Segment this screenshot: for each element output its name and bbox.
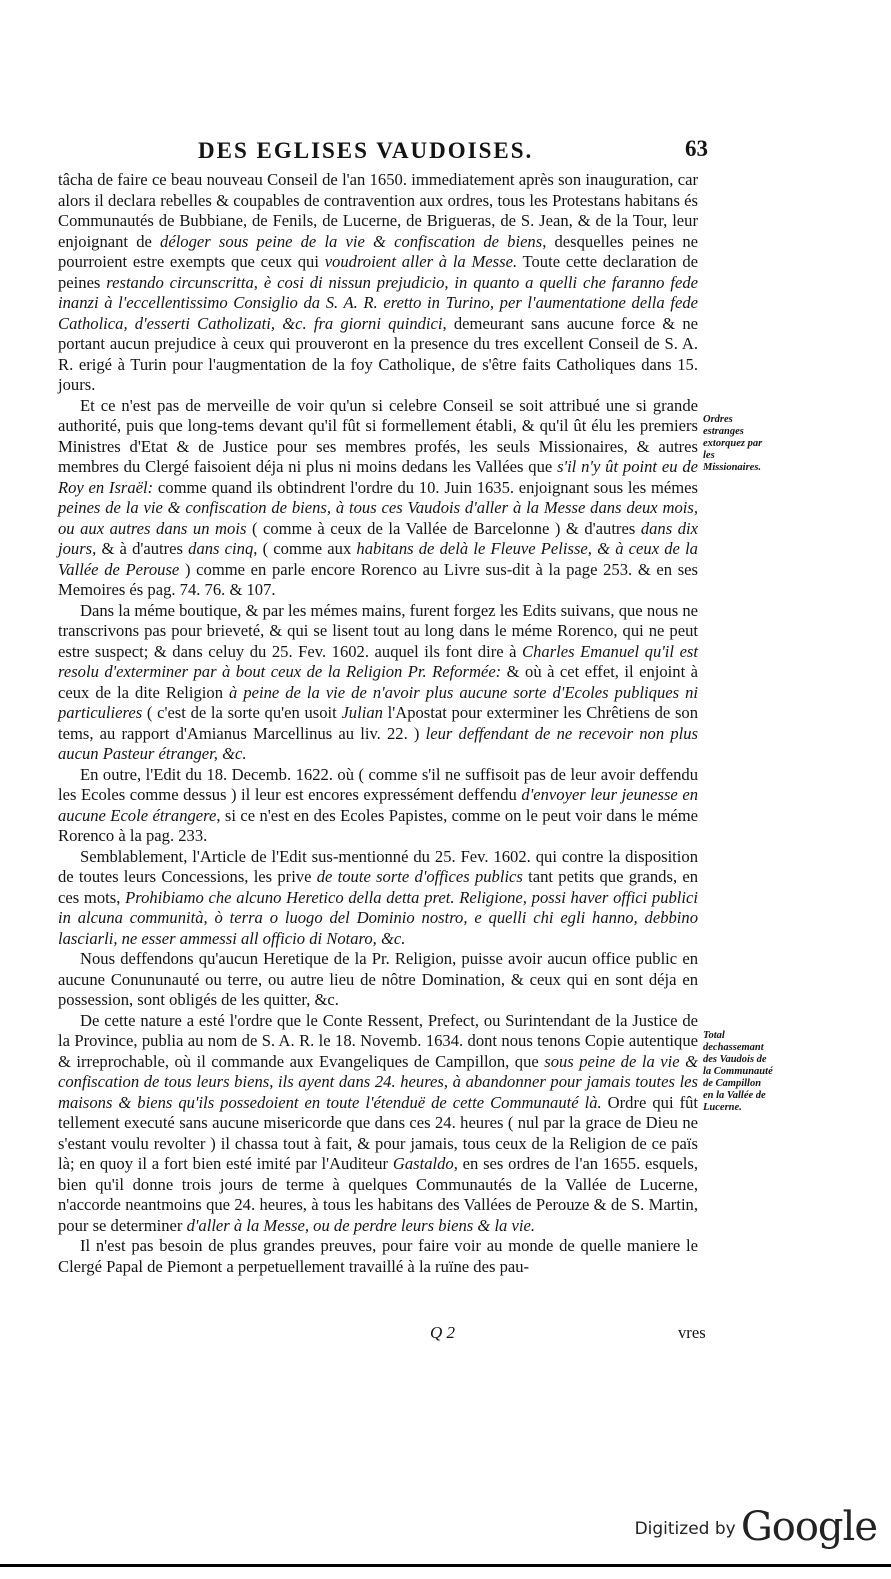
italic-run: Prohibiamo che alcuno Heretico della detta pret. Religione, possi haver offici publici in alcuna communità, ò terra o luogo del Dominio nostro, e quelli chi egli hanno, debbino lasciarli, ne esser ammessi all officio di Notaro, &c.	[58, 887, 698, 948]
italic-run: Julian	[341, 703, 383, 722]
text-run: tant petits que grands, en ces mots,	[58, 867, 699, 907]
signature-mark: Q 2	[430, 1323, 456, 1342]
text-run: , desquelles peines ne pourroient estre exempts que ceux qui	[58, 231, 698, 271]
text-run: l'Apostat pour exterminer les Chrêtiens de son tems, au rapport d'Amianus Marcellinus au liv. 22. )	[58, 703, 698, 743]
italic-run: à peine de la vie de n'avoir plus aucune sorte d'Ecoles publiques ni particulieres	[58, 682, 698, 722]
text-run: En outre, l'Edit du 18. Decemb. 1622. où ( comme s'il ne suffisoit pas de leur avoir deffendu les Ecoles comme dessus ) il leur est encores expressément deffendu	[58, 764, 698, 804]
italic-run: voudroient aller à la Messe.	[324, 252, 518, 271]
italic-run: sous peine de la vie & confiscation de tous leurs biens, ils ayent dans 24. heures, à abandonner pour jamais toutes les maisons & biens qu'ils possedoient en toute l'étenduë de cette Communauté là.	[58, 1051, 698, 1112]
paragraph-1	[58, 170, 698, 396]
text-run: tâcha de faire ce beau nouveau Conseil de l'an 1650. immediatement après son inauguration, car alors il declara rebelles & coupables de contravention aux ordres, tous les Protestans habitans és Communautés de Bubbiane, de Fenils, de Lucerne, de Brigueras, de S. Jean, & de la Tour, leur enjoignant de	[58, 170, 698, 251]
margin-note-total: Total dechassemant des Vaudois de la Communauté de Campillon en la Vallée de Lucerne.	[703, 1030, 773, 1113]
text-run: Nous deffendons qu'aucun Heretique de la Pr. Religion, puisse avoir aucun office public en aucune Conununauté ou terre, ou autre lieu de nôtre Domination, & ceux qui en sont déja en possession, sont obligés de les quitter, &c.	[58, 949, 698, 1009]
italic-run: restando circunscritta, è cosi di nissun prejudicio, in quanto a quelli che faranno fede inanzi à l'eccellentissimo Consiglio da S. A. R. eretto in Turino, per l'aumentatione della fede Catholica, d'esserti Catholizati, &c. fra giorni quindici	[58, 272, 698, 333]
italic-run: Gastaldo	[392, 1154, 454, 1173]
italic-run: Charles Emanuel qu'il est resolu d'exterminer par à bout ceux de la Religion Pr. Reformée:	[58, 641, 699, 681]
text-run: ( c'est de la sorte qu'en usoit	[142, 703, 342, 722]
watermark-prefix: Digitized by	[634, 1519, 736, 1539]
italic-run: déloger sous peine de la vie & confiscation de biens	[160, 231, 543, 251]
catchword: vres	[678, 1323, 706, 1342]
text-run: , ( comme aux	[253, 539, 357, 558]
body-text	[58, 170, 698, 1277]
italic-run: dans cinq	[188, 539, 254, 558]
text-run: Toute cette declaration de peines	[58, 252, 698, 292]
italic-run: dans dix jours	[58, 518, 698, 558]
italic-run: de toute sorte d'offices publics	[316, 867, 523, 886]
paragraph-2	[58, 396, 698, 601]
text-run: Ordre qui fût tellement executé sans aucune misericorde que dans ces 24. heures ( nul par la grace de Dieu ne s'estant voulu revolter ) il chassa tout à fait, & pour jamais, tous ceux de la Religion de ce païs là; en quoy il a fort bien esté imité par l'Auditeur	[58, 1092, 698, 1173]
text-run: Il n'est pas besoin de plus grandes preuves, pour faire voir au monde de quelle maniere le Clergé Papal de Piemont a perpetuellement travaillé à la ruïne des pau-	[58, 1236, 698, 1276]
text-run: , & à d'autres	[92, 539, 189, 558]
text-run: , si ce n'est en des Ecoles Papistes, comme on le peut voir dans le méme Rorenco à la pag. 233.	[58, 805, 698, 845]
page-header	[58, 136, 708, 168]
italic-run: leur deffendant de ne recevoir non plus aucun Pasteur étranger, &c.	[58, 723, 698, 763]
page-number: 63	[685, 136, 708, 161]
text-run: Et ce n'est pas de merveille de voir qu'un si celebre Conseil se soit attribué une si grande authorité, puis que long-tems devant qu'il fût si formellement établi, & qu'il ût élu les premiers Ministres d'Etat & de Justice pour ses membres profés, les seuls Missionaires, & autres membres du Clergé faisoient déja ni plus ni moins dedans les Vallées que	[58, 395, 698, 476]
italic-run: d'aller à la Messe, ou de perdre leurs biens & la vie.	[186, 1215, 535, 1235]
paragraph-6	[58, 949, 698, 1011]
italic-run: peines de la vie & confiscation de biens, à tous ces Vaudois d'aller à la Messe dans deux mois, ou aux autres dans un mois	[58, 498, 698, 538]
text-run: Dans la méme boutique, & par les mémes mains, furent forgez les Edits suivans, que nous ne transcrivons pas pour brieveté, & qui se lisent tout au long dans le méme Rorenco, qui ne peut estre suspect; & dans celuy du 25. Fev. 1602. auquel ils font dire à	[58, 600, 698, 661]
footer-rule	[0, 1564, 891, 1567]
google-logo: Google	[740, 1504, 877, 1550]
text-run: Semblablement, l'Article de l'Edit sus-mentionné du 25. Fev. 1602. qui contre la disposition de toutes leurs Concessions, les prive	[58, 846, 698, 886]
text-run: ( comme à ceux de la Vallée de Barcelonne ) & d'autres	[246, 518, 641, 538]
text-run: comme quand ils obtindrent l'ordre du 10. Juin 1635. enjoignant sous les mémes	[153, 477, 698, 497]
digitized-watermark	[635, 1504, 877, 1550]
text-run: & où à cet effet, il enjoint à ceux de la dite Religion	[58, 662, 698, 702]
italic-run: habitans de delà le Fleuve Pelisse, & à ceux de la Vallée de Perouse	[58, 539, 698, 579]
text-run: , demeurant sans aucune force & ne portant aucun prejudice à ceux qui prouveront en la presence du tres excellent Conseil de S. A. R. erigé à Turin pour l'augmentation de la foy Catholique, de s'être faits Catholiques dans 15. jours.	[58, 313, 698, 394]
paragraph-8	[58, 1236, 698, 1277]
paragraph-4	[58, 765, 698, 847]
running-head: DES EGLISES VAUDOISES.	[198, 138, 534, 163]
text-run: De cette nature a esté l'ordre que le Conte Ressent, Prefect, ou Surintendant de la Justice de la Province, publia au nom de S. A. R. le 18. Novemb. 1634. dont nous tenons Copie autentique & irreprochable, où il commande aux Evangeliques de Campillon, que	[58, 1010, 698, 1071]
paragraph-7	[58, 1011, 698, 1237]
text-run: , en ses ordres de l'an 1655. esquels, bien qu'il donne trois jours de terme à quelques Communautés de la Vallée de Lucerne, n'accorde neantmoins que 24. heures, à tous les habitans des Vallées de Perouze & de S. Martin, pour se determiner	[58, 1154, 699, 1235]
italic-run: d'envoyer leur jeunesse en aucune Ecole étrangere	[58, 785, 698, 825]
paragraph-3	[58, 601, 698, 765]
italic-run: s'il n'y ût point eu de Roy en Israël:	[58, 457, 698, 497]
paragraph-5	[58, 847, 698, 950]
margin-note-ordres: Ordres estranges extorquez par les Missionaires.	[703, 414, 763, 473]
text-run: ) comme en parle encore Rorenco au Livre sus-dit à la page 253. & en ses Memoires és pag. 74. 76. & 107.	[58, 559, 699, 599]
